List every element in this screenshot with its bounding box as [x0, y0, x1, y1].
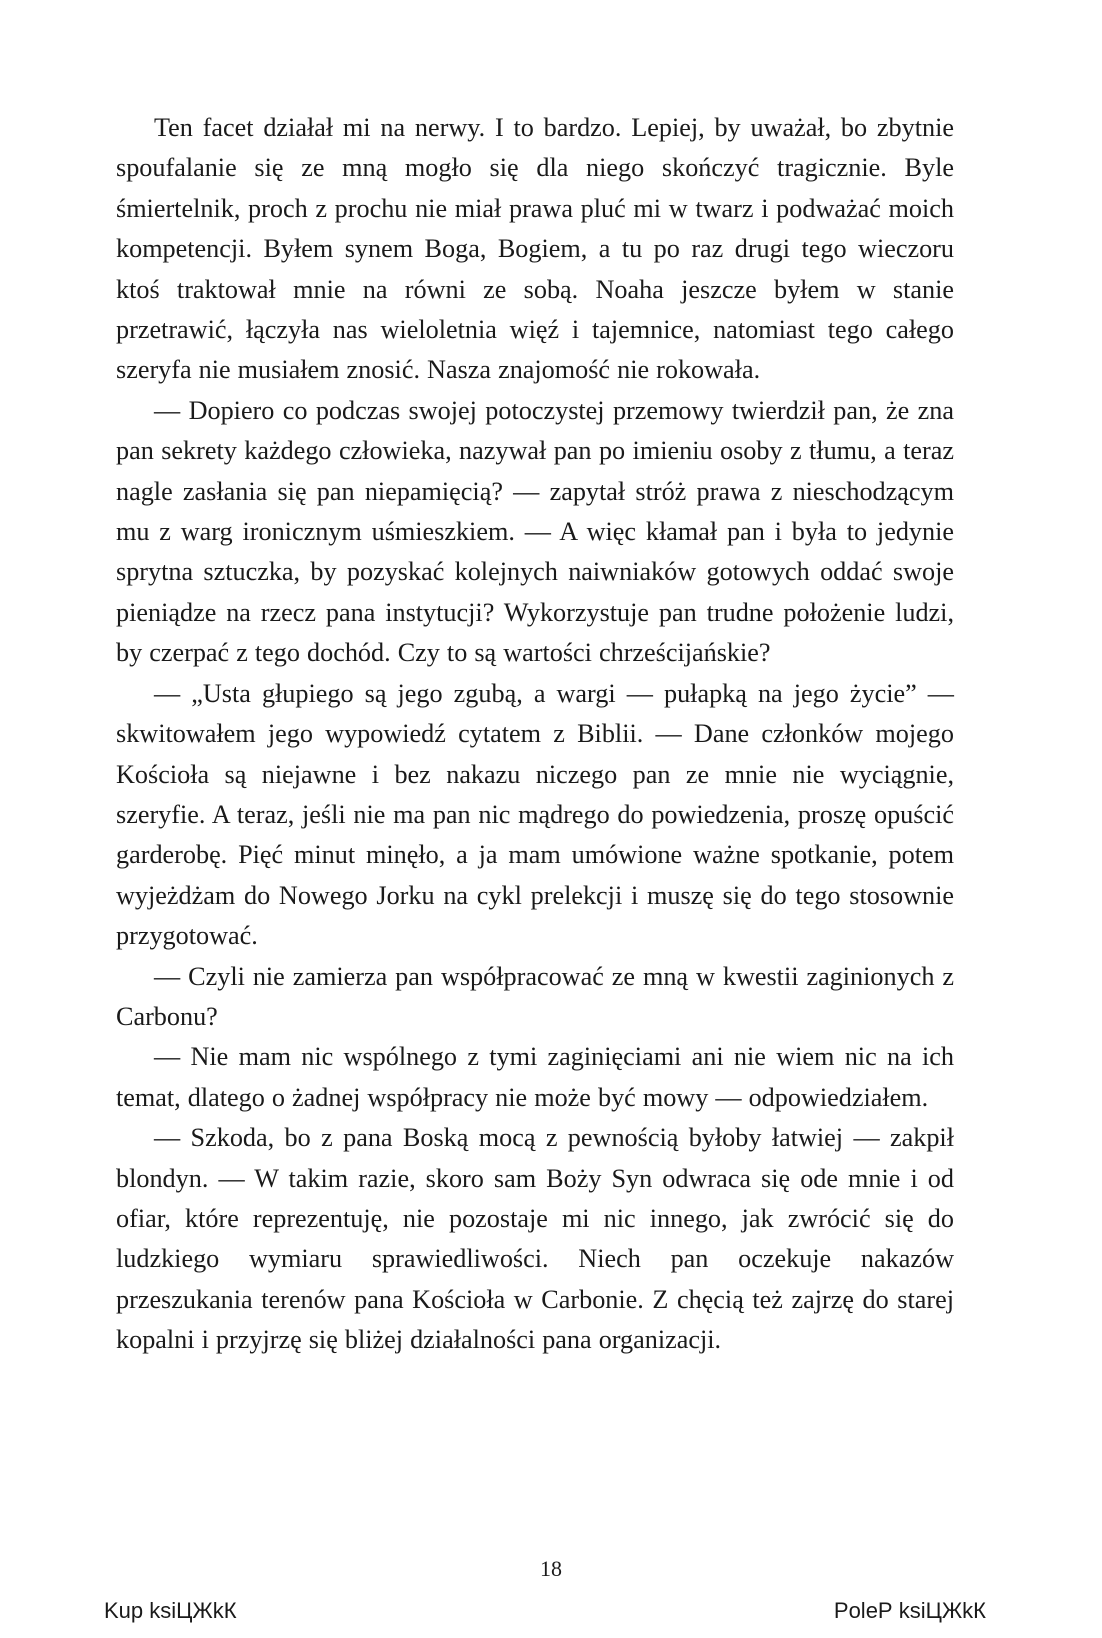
buy-book-link[interactable]: Kup ksiЦЖkК	[104, 1598, 237, 1623]
paragraph-1: Ten facet działał mi na nerwy. I to bardzo. Lepiej, by uważał, bo zbytnie spoufalanie się ze mną mogło się dla niego skończyć tragicznie. Byle śmiertelnik, proch z prochu nie miał prawa pluć mi w twarz i podważać moich kompetencji. Byłem synem Boga, Bogiem, a tu po raz drugi tego wieczoru ktoś traktował mnie na równi ze sobą. Noaha jeszcze byłem w stanie przetrawić, łączyła nas wieloletnia więź i tajemnice, natomiast tego całego szeryfa nie musiałem znosić. Nasza znajomość nie rokowała.	[116, 113, 954, 385]
recommend-book-link[interactable]: PoleР ksiЦЖkК	[833, 1598, 986, 1623]
paragraph-4: — Czyli nie zamierza pan współpracować ze mną w kwestii zaginionych z Carbonu?	[116, 961, 954, 1031]
paragraph-3: — „Usta głupiego są jego zgubą, a wargi — pułapką na jego życie” — skwitowałem jego wypowiedź cytatem z Biblii. — Dane członków mojego Kościoła są niejawne i bez nakazu niczego pan ze mnie nie wyciągnie, szeryfie. A teraz, jeśli nie ma pan nic mądrego do powiedzenia, proszę opuścić garderobę. Pięć minut minęło, a ja mam umówione ważne spotkanie, potem wyjeżdżam do Nowego Jorku na cykl prelekcji i muszę się do tego stosownie przygotować.	[116, 678, 954, 951]
page-body	[116, 108, 954, 1361]
paragraph-6: — Szkoda, bo z pana Boską mocą z pewnością byłoby łatwiej — zakpił blondyn. — W takim razie, skoro sam Boży Syn odwraca się ode mnie i od ofiar, które reprezentuję, nie pozostaje mi nic innego, jak zwrócić się do ludzkiego wymiaru sprawiedliwości. Niech pan oczekuje nakazów przeszukania terenów pana Kościoła w Carbonie. Z chęcią też zajrzę do starej kopalni i przyjrzę się bliżej działalności pana organizacji.	[116, 1123, 954, 1355]
page-number: 18	[540, 1556, 562, 1581]
paragraph-5: — Nie mam nic wspólnego z tymi zaginięciami ani nie wiem nic na ich temat, dlatego o żadnej współpracy nie może być mowy — odpowiedziałem.	[116, 1042, 954, 1112]
paragraph-2: — Dopiero co podczas swojej potoczystej przemowy twierdził pan, że zna pan sekrety każdego człowieka, nazywał pan po imieniu osoby z tłumu, a teraz nagle zasłania się pan niepamięcią? — zapytał stróż prawa z nieschodzącym mu z warg ironicznym uśmieszkiem. — A więc kłamał pan i była to jedynie sprytna sztuczka, by pozyskać kolejnych naiwniaków gotowych oddać swoje pieniądze na rzecz pana instytucji? Wykorzystuje pan trudne położenie ludzi, by czerpać z tego dochód. Czy to są wartości chrześcijańskie?	[116, 395, 954, 668]
